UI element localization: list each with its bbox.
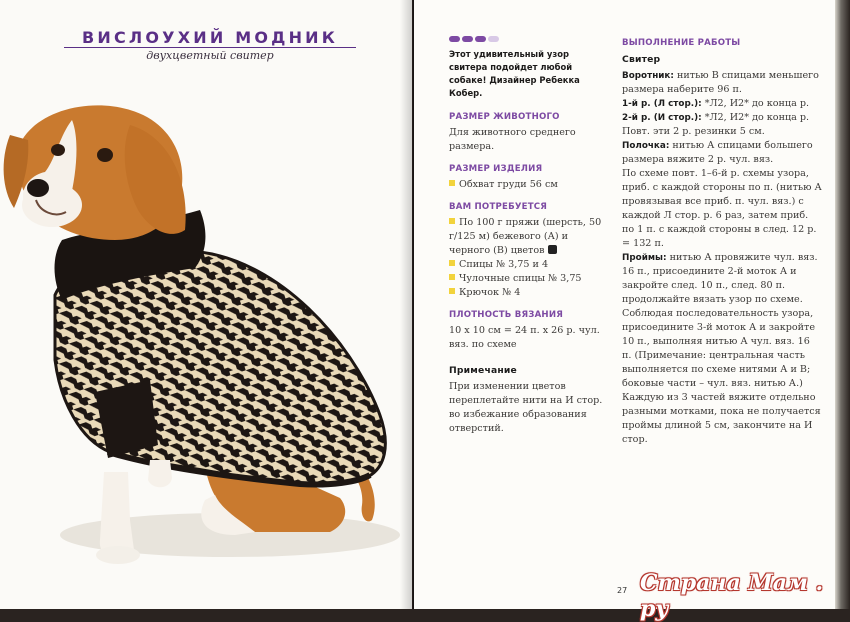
bullet-icon (449, 218, 455, 224)
need-heading: ВАМ ПОТРЕБУЕТСЯ (449, 202, 548, 212)
row1-label: 1-й р. (Л стор.): (622, 99, 702, 109)
row1-text: *Л2, И2* до конца р. (704, 98, 810, 109)
size-item (449, 178, 609, 192)
scheme-text: По схеме повт. 1–6-й р. схемы узора, приб. с каждой стороны по п. (нитью А провязывая все приб. п. чул. вяз.) с каждой Л стор. р. 6 раз, затем приб. по 1 п. с каждой стороны в след. 12 р. = 132 п. (622, 168, 822, 249)
need-item-text: Крючок № 4 (459, 287, 521, 298)
need-item-text: Чулочные спицы № 3,75 (459, 273, 582, 284)
row2-text: *Л2, И2* до конца р. (704, 112, 810, 123)
page-subtitle: двухцветный свитер (146, 49, 274, 62)
density-heading: ПЛОТНОСТЬ ВЯЗАНИЯ (449, 310, 564, 320)
difficulty-bar (475, 36, 486, 42)
stripe-text: нитью А спицами большего размера вяжите 2 р. чул. вяз. (622, 140, 813, 165)
dishwasher-symbol-icon (548, 245, 557, 254)
need-item-text: По 100 г пряжи (шерсть, 50 г/125 м) бежевого (А) и черного (В) цветов (449, 217, 602, 256)
need-item (449, 286, 609, 300)
row2-paragraph (622, 111, 822, 125)
bullet-icon (449, 288, 455, 294)
left-column (449, 36, 609, 436)
work-heading: ВЫПОЛНЕНИЕ РАБОТЫ (622, 38, 741, 48)
title-rule (64, 47, 356, 48)
stripe-paragraph (622, 139, 822, 167)
book-edge (835, 0, 850, 609)
page-number: 27 (617, 586, 628, 595)
bullet-icon (449, 180, 455, 186)
armhole-paragraph (622, 251, 822, 447)
watermark: Страна Мам . ру (640, 570, 824, 622)
density-text: 10 х 10 см = 24 п. х 26 р. чул. вяз. по схеме (449, 325, 600, 350)
size-heading: РАЗМЕР ИЗДЕЛИЯ (449, 164, 543, 174)
collar-paragraph (622, 69, 822, 97)
need-item (449, 272, 609, 286)
difficulty-bar (488, 36, 499, 42)
row1-paragraph (622, 97, 822, 111)
bullet-icon (449, 274, 455, 280)
need-item (449, 258, 609, 272)
row2-label: 2-й р. (И стор.): (622, 113, 702, 123)
difficulty-bars (449, 36, 609, 42)
armhole-text: нитью А провяжите чул. вяз. 16 п., присоедините 2-й моток А и закройте след. 10 п., след. 80 п. продолжайте вязать узор по схеме. Соблюдая последовательность узора, присоедините 3-й моток А и закройте 10 п., выполняя нитью А чул. вяз. 16 п. (Примечание: центральная часть выполняется по схеме нитями А и В; боковые части – чул. вяз. нитью А.) Каждую из 3 частей вяжите отдельно разными мотками, пока не получается проймы длиной 5 см, закончите на И стор. (622, 252, 821, 445)
abdomen-heading: РАЗМЕР ЖИВОТНОГО (449, 112, 560, 122)
note-text: При изменении цветов переплетайте нити на И стор. во избежание образования отверстий. (449, 381, 603, 434)
collar-text: нитью В спицами меньшего размера наберите 96 п. (622, 70, 819, 95)
need-item (449, 216, 609, 258)
stripe-label: Полочка: (622, 141, 670, 151)
armhole-label: Проймы: (622, 253, 667, 263)
right-column (622, 36, 822, 447)
dog-photo (0, 80, 412, 609)
collar-label: Воротник: (622, 71, 674, 81)
intro-text: Этот удивительный узор свитера подойдет любой собаке! Дизайнер Ребекка Кобер. (449, 49, 580, 98)
note-heading: Примечание (449, 365, 517, 376)
need-item-text: Спицы № 3,75 и 4 (459, 259, 549, 270)
difficulty-bar (449, 36, 460, 42)
repeat-text: Повт. эти 2 р. резинки 5 см. (622, 126, 765, 137)
bullet-icon (449, 260, 455, 266)
size-item-text: Обхват груди 56 см (459, 179, 558, 190)
difficulty-bar (462, 36, 473, 42)
page-title: ВИСЛОУХИЙ МОДНИК (81, 28, 339, 47)
sweater-heading: Свитер (622, 54, 661, 65)
abdomen-text: Для животного среднего размера. (449, 127, 576, 152)
